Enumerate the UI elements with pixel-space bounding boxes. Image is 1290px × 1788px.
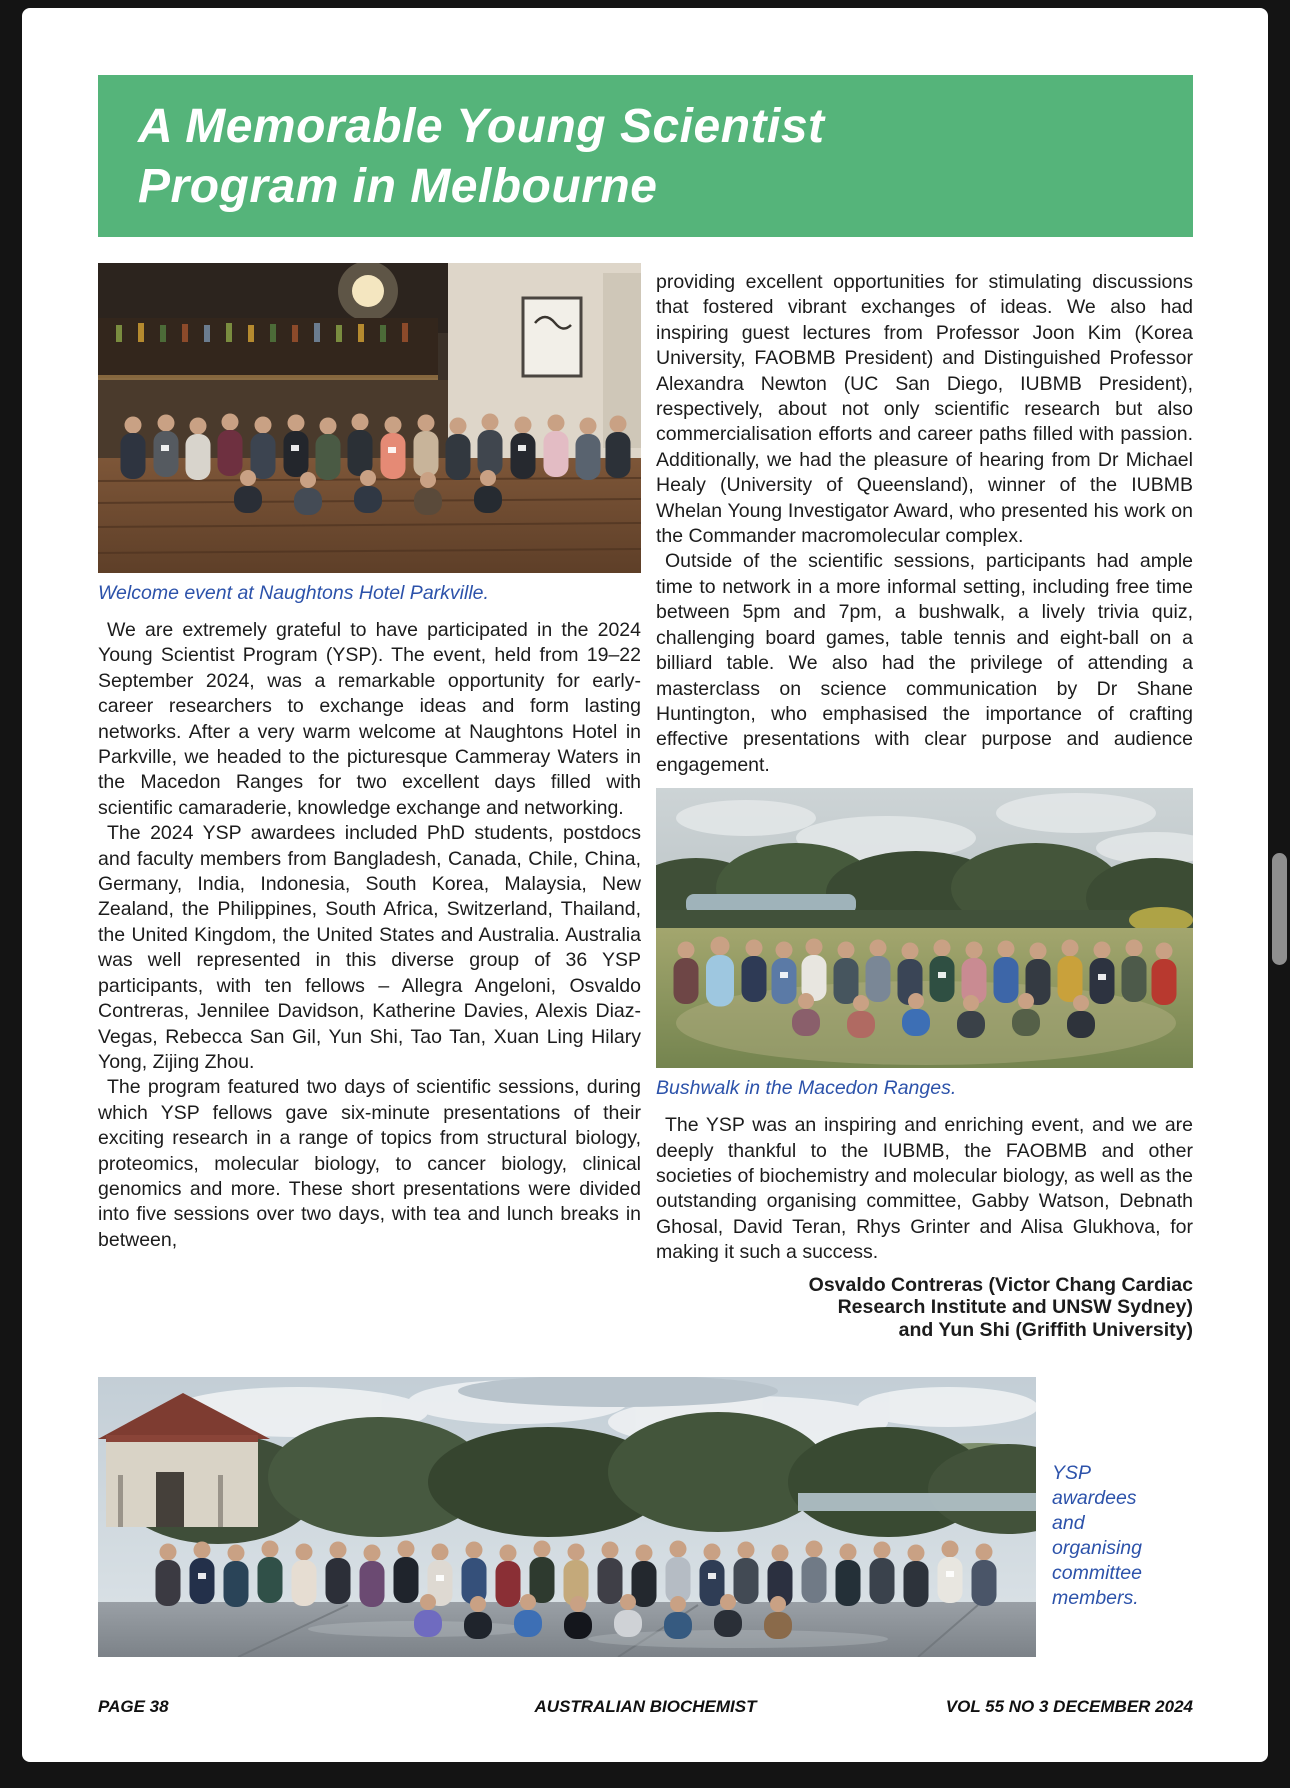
article-title-line1: A Memorable Young Scientist	[138, 100, 825, 153]
paragraph-left-3: The program featured two days of scientific sessions, during which YSP fellows gave six-minute presentations of their exciting research in a range of topics from structural biology, proteomics, molecular biology, to cancer biology, clinical genomics and more. These short presentations were divided into five sessions over two days, with tea and lunch breaks in between,	[98, 1076, 641, 1251]
bushwalk-photo	[656, 788, 1193, 1068]
footer-page-number: PAGE 38	[98, 1697, 169, 1716]
scrollbar-thumb[interactable]	[1272, 853, 1287, 965]
footer-journal-title: AUSTRALIAN BIOCHEMIST	[534, 1697, 757, 1716]
title-banner	[98, 75, 1193, 237]
welcome-photo	[98, 263, 641, 573]
left-column	[98, 263, 641, 1253]
paragraph-left-2: The 2024 YSP awardees included PhD students, postdocs and faculty members from Bangladesh, Canada, Chile, China, Germany, India, Indonesia, South Korea, Malaysia, New Zealand, the Philippines, South Africa, Switzerland, Thailand, the United Kingdom, the United States and Australia. Australia was well represented in this diverse group of 36 YSP participants, with ten fellows – Allegra Angeloni, Osvaldo Contreras, Jennilee Davidson, Katherine Davies, Alexis Diaz-Vegas, Rebecca San Gil, Yun Shi, Tao Tan, Xuan Ling Hilary Yong, Zijing Zhou.	[98, 822, 641, 1073]
paragraph-right-1: providing excellent opportunities for stimulating discussions that fostered vibrant exchanges of ideas. We also had inspiring guest lectures from Professor Joon Kim (Korea University, FAOBMB President) and Distinguished Professor Alexandra Newton (UC San Diego, IUBMB President), respectively, about not only scientific research but also commercialisation efforts and career paths filled with passion. Additionally, we had the pleasure of hearing from Dr Michael Healy (University of Queensland), winner of the IUBMB Whelan Young Investigator Award, who presented his work on the Commander macromolecular complex.	[656, 271, 1193, 548]
paragraph-closing: The YSP was an inspiring and enriching event, and we are deeply thankful to the IUBMB, the FAOBMB and other societies of biochemistry and molecular biology, as well as the outstanding organising committee, Gabby Watson, Debnath Ghosal, David Teran, Rhys Grinter and Alisa Glukhova, for making it such a success.	[656, 1114, 1193, 1264]
author-signature	[656, 1274, 1193, 1342]
group-photo	[98, 1377, 1036, 1657]
right-column	[656, 270, 1193, 1341]
signature-line1: Osvaldo Contreras (Victor Chang Cardiac	[808, 1273, 1193, 1296]
page-footer	[98, 1697, 1193, 1717]
footer-volume-info: VOL 55 NO 3 DECEMBER 2024	[945, 1697, 1193, 1716]
signature-line3: and Yun Shi (Griffith University)	[898, 1318, 1193, 1341]
photo-caption-bushwalk: Bushwalk in the Macedon Ranges.	[656, 1077, 957, 1100]
bottom-photo-row	[98, 1377, 1193, 1657]
article-title-line2: Program in Melbourne	[138, 160, 658, 213]
paragraph-left-1: We are extremely grateful to have participated in the 2024 Young Scientist Program (YSP). The event, held from 19–22 September 2024, was a remarkable opportunity for early-career researchers to exchange ideas and form lasting networks. After a very warm welcome at Naughtons Hotel in Parkville, we headed to the picturesque Cammeray Waters in the Macedon Ranges for two excellent days filled with scientific camaraderie, knowledge exchange and networking.	[98, 619, 641, 819]
photo-caption-welcome: Welcome event at Naughtons Hotel Parkville.	[98, 582, 489, 604]
photo-caption-group: YSP awardees and organising committee members.	[1052, 1462, 1142, 1609]
paragraph-right-2: Outside of the scientific sessions, participants had ample time to network in a more informal setting, including free time between 5pm and 7pm, a bushwalk, a lively trivia quiz, challenging board games, table tennis and eight-ball on a billiard table. We also had the privilege of attending a masterclass on science communication by Dr Shane Huntington, who emphasised the importance of crafting effective presentations with clear purpose and audience engagement.	[656, 550, 1193, 776]
signature-line2: Research Institute and UNSW Sydney)	[837, 1296, 1193, 1319]
magazine-page	[22, 8, 1268, 1762]
